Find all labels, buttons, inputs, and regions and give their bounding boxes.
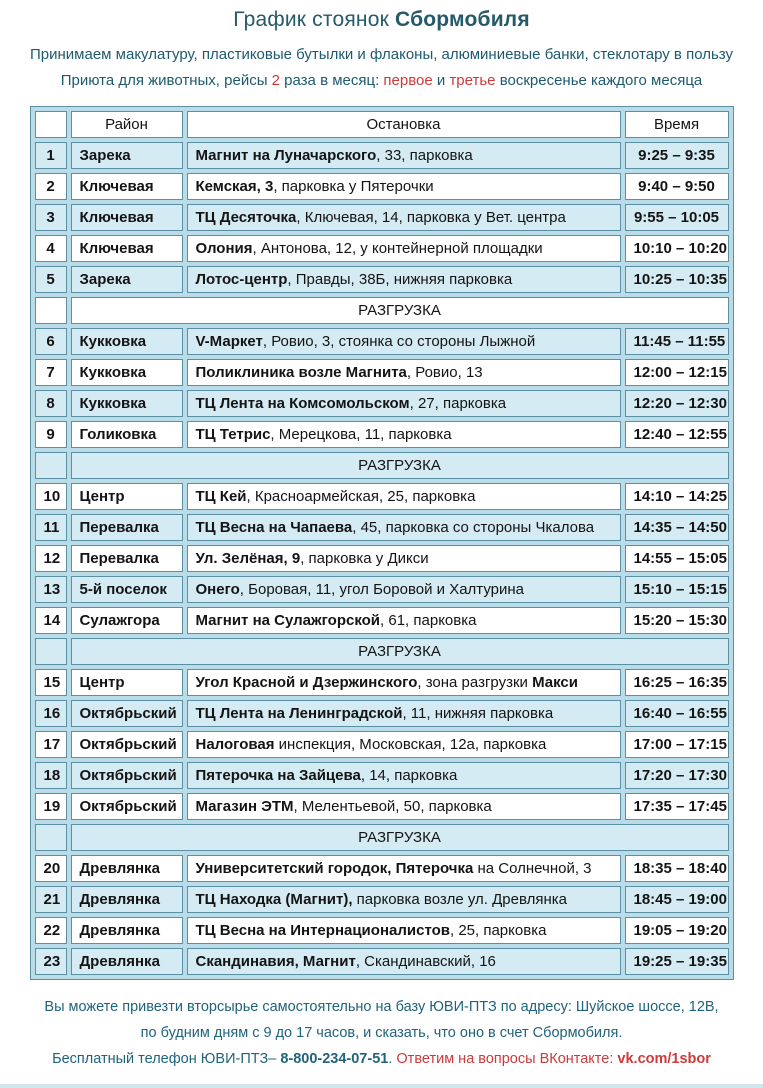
stop-text-segment: , 45, парковка со стороны Чкалова <box>352 519 595 536</box>
district-cell: Октябрьский <box>71 700 183 727</box>
district-cell: Древлянка <box>71 917 183 944</box>
row-num-cell <box>35 824 67 851</box>
table-row <box>35 576 729 603</box>
stop-cell <box>187 545 621 572</box>
table-row <box>35 669 729 696</box>
row-num-cell: 3 <box>35 204 67 231</box>
stop-cell <box>187 142 621 169</box>
stop-text-segment: , 33, парковка <box>376 147 473 164</box>
table-row <box>35 514 729 541</box>
stop-text-segment: ТЦ Лента на Ленинградской <box>195 705 403 722</box>
stop-text-segment: Университетский городок, Пятерочка <box>195 860 474 877</box>
stop-text-segment: , Правды, 38Б, нижняя парковка <box>287 271 513 288</box>
stop-text-segment: на Солнечной, 3 <box>473 860 592 877</box>
footer-line-2: по будним дням с 9 до 17 часов, и сказать, что оно в счет Сбормобиля. <box>140 1025 623 1041</box>
stop-text-segment: , парковка у Дикси <box>300 550 429 567</box>
district-cell: Кукковка <box>71 359 183 386</box>
row-num-cell: 23 <box>35 948 67 975</box>
district-cell: Октябрьский <box>71 793 183 820</box>
district-cell: Перевалка <box>71 545 183 572</box>
break-label-cell: РАЗГРУЗКА <box>71 297 729 324</box>
stop-text-segment: , Боровая, 11, угол Боровой и Халтурина <box>239 581 525 598</box>
stop-cell <box>187 762 621 789</box>
district-cell: Центр <box>71 669 183 696</box>
stop-text-segment: Кемская, 3 <box>195 178 274 195</box>
row-num-cell: 19 <box>35 793 67 820</box>
row-num-cell <box>35 297 67 324</box>
stop-text-segment: , Ровио, 3, стоянка со стороны Лыжной <box>262 333 536 350</box>
row-num-cell: 8 <box>35 390 67 417</box>
time-cell: 12:20 – 12:30 <box>625 390 729 417</box>
district-cell: Октябрьский <box>71 731 183 758</box>
row-num-cell: 5 <box>35 266 67 293</box>
stop-cell <box>187 173 621 200</box>
table-row <box>35 235 729 262</box>
intro-segment: и <box>432 72 450 89</box>
table-row <box>35 917 729 944</box>
district-cell: Сулажгора <box>71 607 183 634</box>
stop-text-segment: V-Маркет <box>195 333 263 350</box>
row-num-cell: 20 <box>35 855 67 882</box>
time-cell: 12:40 – 12:55 <box>625 421 729 448</box>
table-row <box>35 390 729 417</box>
time-cell: 9:55 – 10:05 <box>625 204 729 231</box>
stop-text-segment: ТЦ Находка (Магнит), <box>195 891 353 908</box>
time-cell: 10:10 – 10:20 <box>625 235 729 262</box>
time-cell: 10:25 – 10:35 <box>625 266 729 293</box>
stop-text-segment: , парковка у Пятерочки <box>273 178 434 195</box>
row-num-cell: 10 <box>35 483 67 510</box>
table-row <box>35 886 729 913</box>
break-row <box>35 824 729 851</box>
table-row <box>35 173 729 200</box>
row-num-cell: 14 <box>35 607 67 634</box>
row-num-cell: 7 <box>35 359 67 386</box>
stop-text-segment: , 61, парковка <box>380 612 477 629</box>
table-row <box>35 328 729 355</box>
stop-cell <box>187 855 621 882</box>
district-cell: Перевалка <box>71 514 183 541</box>
district-cell: Центр <box>71 483 183 510</box>
page-title-bold: Сбормобиля <box>395 8 530 31</box>
time-cell: 16:25 – 16:35 <box>625 669 729 696</box>
stop-cell <box>187 328 621 355</box>
stop-cell <box>187 917 621 944</box>
stop-cell <box>187 607 621 634</box>
bottom-divider <box>0 1084 763 1088</box>
stop-cell <box>187 204 621 231</box>
stop-text-segment: Магазин ЭТМ <box>195 798 294 815</box>
time-cell: 11:45 – 11:55 <box>625 328 729 355</box>
district-cell: Древлянка <box>71 948 183 975</box>
row-num-cell <box>35 638 67 665</box>
time-cell: 15:10 – 15:15 <box>625 576 729 603</box>
row-num-cell: 9 <box>35 421 67 448</box>
table-row <box>35 762 729 789</box>
stop-text-segment: , Мелентьевой, 50, парковка <box>293 798 492 815</box>
district-cell: Голиковка <box>71 421 183 448</box>
stop-text-segment: , 14, парковка <box>360 767 458 784</box>
footer-segment: Ответим на вопросы ВКонтакте: <box>396 1051 618 1067</box>
time-cell: 19:25 – 19:35 <box>625 948 729 975</box>
stop-text-segment: ТЦ Весна на Чапаева <box>195 519 353 536</box>
row-num-cell: 13 <box>35 576 67 603</box>
district-cell: Ключевая <box>71 204 183 231</box>
stop-cell <box>187 266 621 293</box>
stop-cell <box>187 359 621 386</box>
intro-segment: 2 <box>271 72 280 89</box>
break-label-cell: РАЗГРУЗКА <box>71 638 729 665</box>
row-num-cell: 16 <box>35 700 67 727</box>
stop-text-segment: ТЦ Лента на Комсомольском <box>195 395 410 412</box>
schedule-table <box>30 106 734 980</box>
district-cell: 5-й поселок <box>71 576 183 603</box>
table-row <box>35 266 729 293</box>
district-cell: Ключевая <box>71 173 183 200</box>
stop-cell <box>187 576 621 603</box>
stop-cell <box>187 793 621 820</box>
break-row <box>35 638 729 665</box>
table-row <box>35 545 729 572</box>
stop-cell <box>187 700 621 727</box>
row-num-cell: 22 <box>35 917 67 944</box>
stop-text-segment: , Антонова, 12, у контейнерной площадки <box>252 240 543 257</box>
district-cell: Октябрьский <box>71 762 183 789</box>
footer-segment: . <box>388 1051 397 1067</box>
time-cell: 14:35 – 14:50 <box>625 514 729 541</box>
time-cell: 19:05 – 19:20 <box>625 917 729 944</box>
page-title <box>0 8 763 32</box>
district-cell: Зарека <box>71 266 183 293</box>
district-cell: Древлянка <box>71 886 183 913</box>
row-num-cell: 2 <box>35 173 67 200</box>
stop-text-segment: Налоговая <box>195 736 275 753</box>
stop-text-segment: Пятерочка на Зайцева <box>195 767 361 784</box>
table-row <box>35 731 729 758</box>
header-district: Район <box>71 111 183 138</box>
table-row <box>35 359 729 386</box>
stop-text-segment: Лотос-центр <box>195 271 288 288</box>
time-cell: 9:25 – 9:35 <box>625 142 729 169</box>
intro-segment: раза в месяц: <box>280 72 384 89</box>
stop-text-segment: , Скандинавский, 16 <box>355 953 496 970</box>
header-num <box>35 111 67 138</box>
stop-text-segment: ТЦ Десяточка <box>195 209 297 226</box>
break-row <box>35 452 729 479</box>
time-cell: 17:35 – 17:45 <box>625 793 729 820</box>
header-stop: Остановка <box>187 111 621 138</box>
stop-text-segment: , 25, парковка <box>449 922 547 939</box>
stop-text-segment: Поликлиника возле Магнита <box>195 364 407 381</box>
stop-text-segment: инспекция, Московская, 12а, парковка <box>274 736 547 753</box>
footer-line-1: Вы можете привезти вторсырье самостоятельно на базу ЮВИ-ПТЗ по адресу: Шуйское шоссе, 12В, <box>44 999 719 1015</box>
row-num-cell: 21 <box>35 886 67 913</box>
stop-cell <box>187 948 621 975</box>
footer-line-3 <box>0 1046 763 1072</box>
footer-segment: 8-800-234-07-51 <box>280 1051 389 1067</box>
row-num-cell: 12 <box>35 545 67 572</box>
table-row <box>35 142 729 169</box>
time-cell: 17:00 – 17:15 <box>625 731 729 758</box>
row-num-cell: 4 <box>35 235 67 262</box>
row-num-cell: 18 <box>35 762 67 789</box>
table-row <box>35 204 729 231</box>
table-row <box>35 793 729 820</box>
time-cell: 17:20 – 17:30 <box>625 762 729 789</box>
district-cell: Древлянка <box>71 855 183 882</box>
page-title-regular: График стоянок <box>233 8 395 31</box>
table-row <box>35 607 729 634</box>
time-cell: 16:40 – 16:55 <box>625 700 729 727</box>
break-row <box>35 297 729 324</box>
stop-cell <box>187 235 621 262</box>
stop-text-segment: Магнит на Сулажгорской <box>195 612 381 629</box>
intro-line-1: Принимаем макулатуру, пластиковые бутылки и флаконы, алюминиевые банки, стеклотару в пользу <box>30 46 733 63</box>
stop-cell <box>187 669 621 696</box>
stop-text-segment: Угол Красной и Дзержинского <box>195 674 418 691</box>
time-cell: 18:45 – 19:00 <box>625 886 729 913</box>
stop-text-segment: ТЦ Весна на Интернационалистов <box>195 922 450 939</box>
district-cell: Кукковка <box>71 390 183 417</box>
header-row <box>35 111 729 138</box>
stop-cell <box>187 483 621 510</box>
stop-text-segment: парковка возле ул. Древлянка <box>352 891 567 908</box>
table-row <box>35 700 729 727</box>
stop-cell <box>187 421 621 448</box>
stop-text-segment: Онего <box>195 581 240 598</box>
stop-text-segment: , 11, нижняя парковка <box>402 705 554 722</box>
row-num-cell: 17 <box>35 731 67 758</box>
stop-text-segment: , зона разгрузки <box>417 674 533 691</box>
stop-text-segment: , Красноармейская, 25, парковка <box>246 488 476 505</box>
table-row <box>35 855 729 882</box>
stop-text-segment: ТЦ Тетрис <box>195 426 271 443</box>
time-cell: 15:20 – 15:30 <box>625 607 729 634</box>
stop-text-segment: , Ровио, 13 <box>406 364 483 381</box>
intro-line-2 <box>18 68 745 94</box>
intro-segment: Приюта для животных, рейсы <box>60 72 272 89</box>
stop-text-segment: ТЦ Кей <box>195 488 247 505</box>
stop-text-segment: Макси <box>532 674 578 691</box>
district-cell: Ключевая <box>71 235 183 262</box>
intro-segment: воскресенье каждого месяца <box>495 72 703 89</box>
stop-text-segment: , Ключевая, 14, парковка у Вет. центра <box>296 209 566 226</box>
break-label-cell: РАЗГРУЗКА <box>71 452 729 479</box>
table-row <box>35 421 729 448</box>
stop-cell <box>187 731 621 758</box>
row-num-cell: 1 <box>35 142 67 169</box>
table-row <box>35 948 729 975</box>
stop-cell <box>187 886 621 913</box>
table-row <box>35 483 729 510</box>
district-cell: Кукковка <box>71 328 183 355</box>
row-num-cell: 11 <box>35 514 67 541</box>
time-cell: 14:55 – 15:05 <box>625 545 729 572</box>
stop-text-segment: Ул. Зелёная, 9 <box>195 550 301 567</box>
time-cell: 9:40 – 9:50 <box>625 173 729 200</box>
header-time: Время <box>625 111 729 138</box>
stop-cell <box>187 514 621 541</box>
stop-text-segment: , Мерецкова, 11, парковка <box>270 426 452 443</box>
time-cell: 12:00 – 12:15 <box>625 359 729 386</box>
vk-link[interactable]: vk.com/1sbor <box>617 1051 711 1067</box>
break-label-cell: РАЗГРУЗКА <box>71 824 729 851</box>
stop-text-segment: Скандинавия, Магнит <box>195 953 356 970</box>
footer-segment: Бесплатный телефон ЮВИ-ПТЗ– <box>52 1051 281 1067</box>
time-cell: 14:10 – 14:25 <box>625 483 729 510</box>
stop-text-segment: , 27, парковка <box>409 395 507 412</box>
row-num-cell: 6 <box>35 328 67 355</box>
row-num-cell <box>35 452 67 479</box>
stop-text-segment: Олония <box>195 240 253 257</box>
intro-segment: первое <box>383 72 433 89</box>
time-cell: 18:35 – 18:40 <box>625 855 729 882</box>
row-num-cell: 15 <box>35 669 67 696</box>
stop-cell <box>187 390 621 417</box>
stop-text-segment: Магнит на Луначарского <box>195 147 377 164</box>
intro-segment: третье <box>449 72 496 89</box>
district-cell: Зарека <box>71 142 183 169</box>
schedule-table-body <box>35 142 729 975</box>
